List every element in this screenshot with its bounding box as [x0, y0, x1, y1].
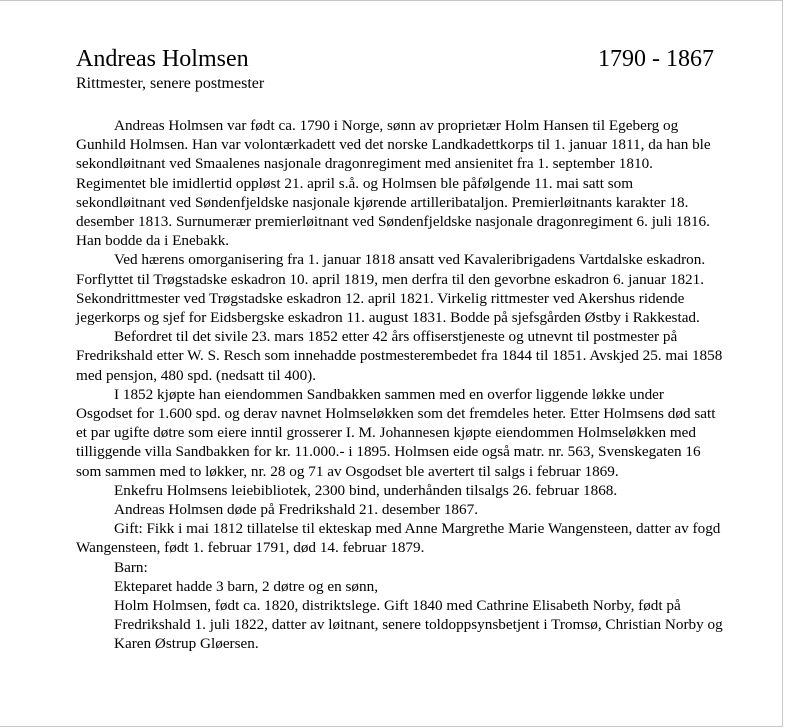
children-heading: Barn: [114, 558, 148, 576]
paragraph-civil-service: Befordret til det sivile 23. mars 1852 etter 42 års offiserstjeneste og utnevnt til postmester på Fredrikshald etter W. S. Resch som innehadde postmesterembedet fra 1844 til 1851. Avskjed 25. mai 1858 med pensjon, 480 spd. (nedsatt til 400). [76, 328, 723, 384]
person-name: Andreas Holmsen [76, 46, 249, 72]
paragraph-early-career: Andreas Holmsen var født ca. 1790 i Norge, sønn av proprietær Holm Hansen til Egeberg og Gunhild Holmsen. Han var volontærkadett ved det norske Landkadettkorps til 1. januar 1811, da han ble sekondløitnant ved Smaalenes nasjonale dragonregiment med ansienitet fra 1. september 1810. Regimentet ble imidlertid oppløst 21. april s.å. og Holmsen ble påfølgende 11. mai satt som sekondløitnant ved Søndenfjeldske nasjonale kjørende artilleribataljon. Premierløitnants karakter 18. desember 1813. Surnumerær premierløitnant ved Søndenfjeldske nasjonale dragonregiment 6. juli 1816. Han bodde da i Enebakk. [76, 117, 711, 250]
paragraph-marriage: Gift: Fikk i mai 1812 tillatelse til ekteskap med Anne Margrethe Marie Wangensteen, datter av fogd Wangensteen, født 1. februar 1791, død 14. februar 1879. [76, 520, 721, 557]
person-title: Rittmester, senere postmester [76, 75, 265, 92]
life-years: 1790 - 1867 [598, 46, 714, 72]
paragraph-death: Andreas Holmsen døde på Fredrikshald 21. desember 1867. [114, 501, 478, 519]
document-header [76, 44, 714, 76]
child-entry: Holm Holmsen, født ca. 1820, distriktslege. Gift 1840 med Cathrine Elisabeth Norby, født på Fredrikshald 1. juli 1822, datter av løitnant, senere toldoppsynsbetjent i Tromsø, Christian Norby og Karen Østrup Gløersen. [114, 597, 723, 653]
paragraph-reorganisation: Ved hærens omorganisering fra 1. januar 1818 ansatt ved Kavaleribrigadens Vartdalske eskadron. Forflyttet til Trøgstadske eskadron 10. april 1819, men derfra til den gevorbne eskadron 6. januar 1821. Sekondrittmester ved Trøgstadske eskadron 12. april 1821. Virkelig rittmester ved Akershus ridende jegerkorps og sjef for Eidsbergske eskadron 11. august 1831. Bodde på sjefsgården Østby i Rakkestad. [76, 251, 706, 327]
paragraph-library: Enkefru Holmsens leiebibliotek, 2300 bind, underhånden tilsalgs 26. februar 1868. [114, 481, 618, 499]
biography-body [76, 116, 724, 654]
children-intro: Ekteparet hadde 3 barn, 2 døtre og en sønn, [114, 577, 379, 595]
paragraph-property: I 1852 kjøpte han eiendommen Sandbakken sammen med en overfor liggende løkke under Osgodset for 1.600 spd. og derav navnet Holmseløkken som det fremdeles heter. Etter Holmsens død satt et par ugifte døtre som eiere inntil grosserer I. M. Johannesen kjøpte eiendommen Holmseløkken med tilliggende villa Sandbakken for kr. 11.000.- i 1895. Holmsen eide også matr. nr. 563, Svenskegaten 16 som sammen med to løkker, nr. 28 og 71 av Osgodset ble avertert til salgs i februar 1869. [76, 385, 716, 480]
